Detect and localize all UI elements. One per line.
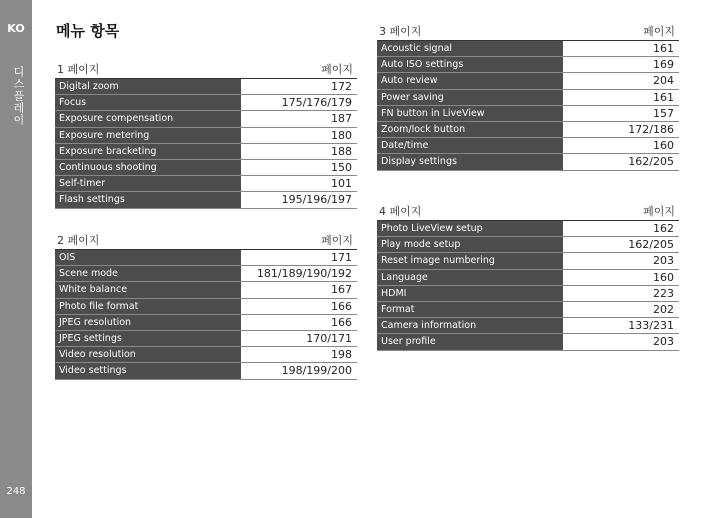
menu-item-row bbox=[377, 286, 679, 302]
section-page-3 bbox=[377, 25, 679, 171]
menu-item-row bbox=[55, 363, 357, 379]
section-header bbox=[377, 205, 679, 221]
menu-item-pages: 161 bbox=[653, 90, 674, 104]
menu-item-label: Photo file format bbox=[55, 299, 241, 314]
menu-item-row bbox=[55, 299, 357, 315]
menu-item-row bbox=[377, 334, 679, 350]
menu-item-pages: 188 bbox=[331, 144, 352, 158]
menu-item-label: HDMI bbox=[377, 286, 563, 301]
menu-item-pages: 101 bbox=[331, 177, 352, 191]
menu-item-pages: 203 bbox=[653, 335, 674, 349]
menu-item-row bbox=[55, 95, 357, 111]
menu-item-row bbox=[377, 253, 679, 269]
section-title: 4 페이지 bbox=[379, 205, 422, 218]
menu-item-row bbox=[55, 111, 357, 127]
menu-item-label: Date/time bbox=[377, 138, 563, 153]
menu-item-row bbox=[377, 270, 679, 286]
menu-item-label: Power saving bbox=[377, 90, 563, 105]
menu-item-label: Photo LiveView setup bbox=[377, 221, 563, 236]
menu-item-label: Flash settings bbox=[55, 192, 241, 207]
menu-item-row bbox=[377, 73, 679, 89]
menu-item-pages: 175/176/179 bbox=[281, 96, 352, 110]
menu-item-pages: 169 bbox=[653, 58, 674, 72]
menu-item-row bbox=[377, 90, 679, 106]
menu-item-pages: 133/231 bbox=[628, 319, 674, 333]
menu-item-row bbox=[377, 41, 679, 57]
page-column-header: 페이지 bbox=[643, 205, 675, 218]
section-title: 2 페이지 bbox=[57, 234, 100, 247]
menu-item-label: Camera information bbox=[377, 318, 563, 333]
menu-item-pages: 204 bbox=[653, 74, 674, 88]
menu-item-label: Auto review bbox=[377, 73, 563, 88]
menu-item-row bbox=[55, 266, 357, 282]
menu-item-row bbox=[377, 122, 679, 138]
menu-item-label: Play mode setup bbox=[377, 237, 563, 252]
menu-item-label: Self-timer bbox=[55, 176, 241, 191]
menu-item-label: White balance bbox=[55, 282, 241, 297]
menu-item-label: Reset image numbering bbox=[377, 253, 563, 268]
menu-item-row bbox=[377, 237, 679, 253]
section-page-1 bbox=[55, 63, 357, 209]
menu-item-pages: 172/186 bbox=[628, 122, 674, 136]
section-title-vertical: 디스플레이 bbox=[12, 66, 25, 126]
menu-item-pages: 203 bbox=[653, 254, 674, 268]
menu-item-pages: 180 bbox=[331, 128, 352, 142]
sidebar bbox=[0, 0, 32, 518]
menu-item-label: FN button in LiveView bbox=[377, 106, 563, 121]
menu-item-label: Zoom/lock button bbox=[377, 122, 563, 137]
menu-item-pages: 166 bbox=[331, 299, 352, 313]
menu-item-row bbox=[377, 302, 679, 318]
menu-item-pages: 166 bbox=[331, 315, 352, 329]
menu-item-row bbox=[55, 176, 357, 192]
menu-item-row bbox=[377, 154, 679, 170]
menu-item-label: Video resolution bbox=[55, 347, 241, 362]
menu-item-pages: 157 bbox=[653, 106, 674, 120]
menu-item-label: Format bbox=[377, 302, 563, 317]
menu-item-row bbox=[55, 144, 357, 160]
menu-item-label: Acoustic signal bbox=[377, 41, 563, 56]
section-page-2 bbox=[55, 234, 357, 380]
page-column-header: 페이지 bbox=[321, 63, 353, 76]
menu-item-pages: 198 bbox=[331, 348, 352, 362]
menu-item-label: Auto ISO settings bbox=[377, 57, 563, 72]
menu-item-row bbox=[55, 282, 357, 298]
menu-item-label: User profile bbox=[377, 334, 563, 349]
menu-item-row bbox=[55, 192, 357, 208]
menu-item-pages: 161 bbox=[653, 42, 674, 55]
menu-item-row bbox=[377, 106, 679, 122]
menu-item-label: Exposure metering bbox=[55, 128, 241, 143]
menu-item-row bbox=[377, 57, 679, 73]
menu-item-pages: 150 bbox=[331, 160, 352, 174]
menu-item-row bbox=[55, 160, 357, 176]
menu-item-label: Exposure bracketing bbox=[55, 144, 241, 159]
menu-item-pages: 167 bbox=[331, 283, 352, 297]
menu-item-pages: 198/199/200 bbox=[281, 364, 352, 378]
menu-item-pages: 223 bbox=[653, 286, 674, 300]
menu-item-label: Scene mode bbox=[55, 266, 241, 281]
menu-item-row bbox=[55, 331, 357, 347]
section-title: 1 페이지 bbox=[57, 63, 100, 76]
section-title: 3 페이지 bbox=[379, 25, 422, 38]
menu-item-label: Language bbox=[377, 270, 563, 285]
section-header bbox=[377, 25, 679, 41]
menu-item-pages: 171 bbox=[331, 251, 352, 264]
menu-item-row bbox=[55, 79, 357, 95]
page-title: 메뉴 항목 bbox=[56, 22, 120, 40]
page-column-header: 페이지 bbox=[643, 25, 675, 38]
page-number: 248 bbox=[6, 486, 26, 497]
menu-item-label: Video settings bbox=[55, 363, 241, 378]
menu-item-label: JPEG settings bbox=[55, 331, 241, 346]
menu-item-row bbox=[55, 347, 357, 363]
menu-item-pages: 187 bbox=[331, 112, 352, 126]
page-column-header: 페이지 bbox=[321, 234, 353, 247]
menu-item-pages: 202 bbox=[653, 302, 674, 316]
menu-item-row bbox=[377, 138, 679, 154]
menu-item-row bbox=[55, 250, 357, 266]
menu-item-pages: 181/189/190/192 bbox=[256, 267, 352, 281]
menu-item-row bbox=[55, 315, 357, 331]
menu-item-label: Digital zoom bbox=[55, 79, 241, 94]
menu-item-row bbox=[55, 128, 357, 144]
menu-item-pages: 162/205 bbox=[628, 155, 674, 169]
section-header bbox=[55, 234, 357, 250]
menu-item-pages: 162/205 bbox=[628, 238, 674, 252]
menu-item-label: Exposure compensation bbox=[55, 111, 241, 126]
menu-item-label: OIS bbox=[55, 250, 241, 265]
menu-item-row bbox=[377, 221, 679, 237]
menu-item-label: Focus bbox=[55, 95, 241, 110]
menu-item-label: Continuous shooting bbox=[55, 160, 241, 175]
menu-item-pages: 160 bbox=[653, 270, 674, 284]
menu-item-pages: 160 bbox=[653, 139, 674, 153]
menu-item-pages: 162 bbox=[653, 222, 674, 235]
menu-item-label: Display settings bbox=[377, 154, 563, 169]
menu-item-row bbox=[377, 318, 679, 334]
menu-item-label: JPEG resolution bbox=[55, 315, 241, 330]
section-header bbox=[55, 63, 357, 79]
menu-item-pages: 170/171 bbox=[306, 331, 352, 345]
menu-item-pages: 172 bbox=[331, 80, 352, 93]
language-code: KO bbox=[7, 22, 25, 35]
menu-item-pages: 195/196/197 bbox=[281, 193, 352, 207]
section-page-4 bbox=[377, 205, 679, 351]
